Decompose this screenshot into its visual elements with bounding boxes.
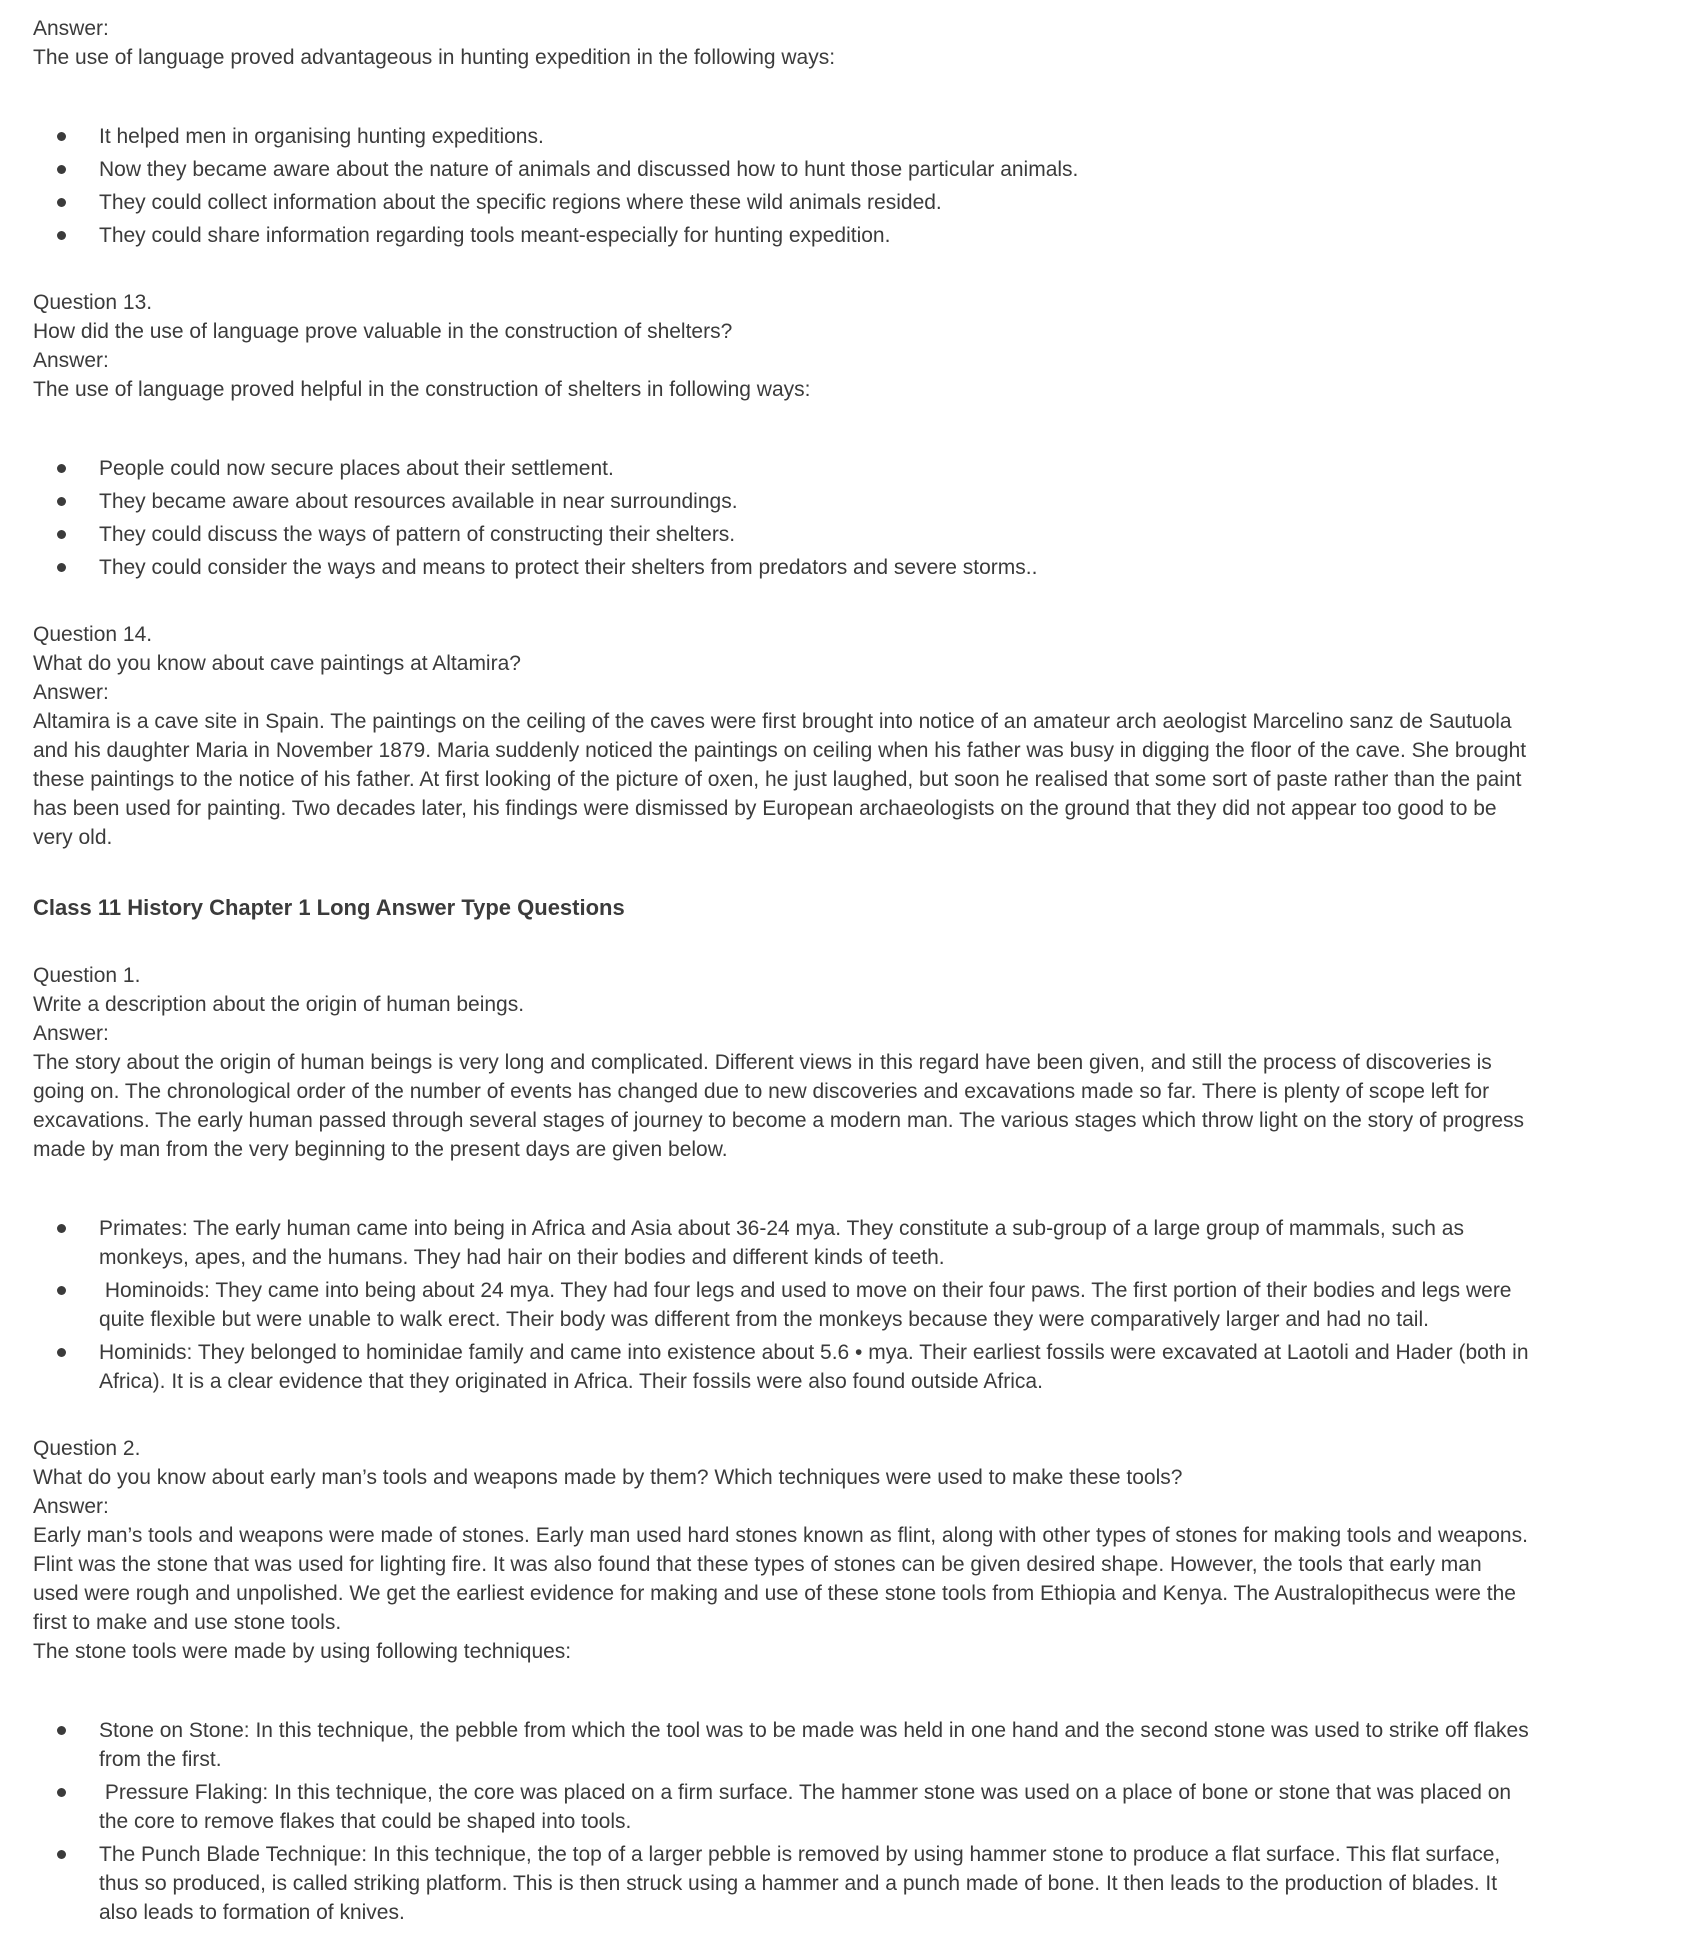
question-14-section <box>33 620 1530 852</box>
list-item <box>33 553 1530 582</box>
question-2-section <box>33 1434 1530 1666</box>
answer-paragraph: Early man’s tools and weapons were made of stones. Early man used hard stones known as flint, along with other types of stones for making tools and weapons. Flint was the stone that was used for lighting fire. It was also found that these types of stones can be given desired shape. However, the tools that early man used were rough and unpolished. We get the earliest evidence for making and use of these stone tools from Ethiopia and Kenya. The Australopithecus were the first to make and use stone tools. <box>33 1524 1528 1634</box>
answer-techniques-intro: The stone tools were made by using following techniques: <box>33 1640 572 1663</box>
answer-label: Answer: <box>33 1022 109 1045</box>
list-item <box>33 520 1530 549</box>
list-item-text: Now they became aware about the nature of animals and discussed how to hunt those particular animals. <box>99 158 1079 181</box>
q1-bullet-list <box>33 1214 1534 1396</box>
answer-paragraph: The story about the origin of human beings is very long and complicated. Different views in this regard have been given, and still the process of discoveries is going on. The chronological order of the number of events has changed due to new discoveries and excavations made so far. There is plenty of scope left for excavations. The early human passed through several stages of journey to become a modern man. The various stages which throw light on the story of progress made by man from the very beginning to the present days are given below. <box>33 1051 1525 1161</box>
question-text: How did the use of language prove valuable in the construction of shelters? <box>33 320 733 343</box>
list-item <box>33 487 1530 516</box>
list-item <box>33 122 1530 151</box>
question-13-section <box>33 288 1530 404</box>
question-text: What do you know about early man’s tools and weapons made by them? Which techniques were used to make these tools? <box>33 1466 1183 1489</box>
list-item-text: They could collect information about the specific regions where these wild animals resided. <box>99 191 942 214</box>
q12-bullet-list <box>33 122 1530 250</box>
question-number: Question 14. <box>33 623 153 646</box>
question-text: What do you know about cave paintings at Altamira? <box>33 652 521 675</box>
list-item <box>33 1276 1530 1334</box>
list-item-text: They became aware about resources available in near surroundings. <box>99 490 738 513</box>
question-1-section <box>33 961 1530 1164</box>
answer-intro: The use of language proved helpful in the construction of shelters in following ways: <box>33 378 811 401</box>
list-item-text: People could now secure places about their settlement. <box>99 457 614 480</box>
q2-bullet-list <box>33 1716 1535 1927</box>
answer-paragraph: Altamira is a cave site in Spain. The paintings on the ceiling of the caves were first brought into notice of an amateur arch aeologist Marcelino sanz de Sautuola and his daughter Maria in November 1879. Maria suddenly noticed the paintings on ceiling when his father was busy in digging the floor of the cave. She brought these paintings to the notice of his father. At first looking of the picture of oxen, he just laughed, but soon he realised that some sort of paste rather than the paint has been used for painting. Two decades later, his findings were dismissed by European archaeologists on the ground that they did not appear too good to be very old. <box>33 710 1527 849</box>
list-item-text: Primates: The early human came into being in Africa and Asia about 36-24 mya. They constitute a sub-group of a large group of mammals, such as monkeys, apes, and the humans. They had hair on their bodies and different kinds of teeth. <box>99 1217 1470 1269</box>
list-item <box>33 1778 1530 1836</box>
list-item <box>33 1840 1530 1927</box>
question-number: Question 1. <box>33 964 141 987</box>
section-heading: Class 11 History Chapter 1 Long Answer Type Questions <box>33 895 625 920</box>
list-item-text: It helped men in organising hunting expeditions. <box>99 125 544 148</box>
list-item <box>33 1716 1535 1774</box>
list-item-text: They could discuss the ways of pattern of constructing their shelters. <box>99 523 736 546</box>
q12-answer-section <box>33 14 1530 72</box>
answer-label: Answer: <box>33 1495 109 1518</box>
list-item <box>33 221 1530 250</box>
list-item <box>33 1338 1534 1396</box>
list-item <box>33 155 1530 184</box>
question-text: Write a description about the origin of human beings. <box>33 993 525 1016</box>
list-item-text: The Punch Blade Technique: In this technique, the top of a larger pebble is removed by using hammer stone to produce a flat surface. This flat surface, thus so produced, is called striking platform. This is then struck using a hammer and a punch made of bone. It then leads to the production of blades. It also leads to formation of knives. <box>99 1843 1507 1924</box>
list-item <box>33 454 1530 483</box>
list-item <box>33 188 1530 217</box>
answer-label: Answer: <box>33 349 109 372</box>
list-item-text: They could share information regarding tools meant-especially for hunting expedition. <box>99 224 891 247</box>
list-item <box>33 1214 1530 1272</box>
list-item-text: Hominids: They belonged to hominidae family and came into existence about 5.6 • mya. Their earliest fossils were excavated at Laotoli and Hader (both in Africa). It is a clear evidence that they originated in Africa. Their fossils were also found outside Africa. <box>99 1341 1534 1393</box>
list-item-text: Stone on Stone: In this technique, the pebble from which the tool was to be made was held in one hand and the second stone was used to strike off flakes from the first. <box>99 1719 1535 1771</box>
list-item-text: Pressure Flaking: In this technique, the core was placed on a firm surface. The hammer stone was used on a place of bone or stone that was placed on the core to remove flakes that could be shaped into tools. <box>99 1781 1517 1833</box>
answer-label: Answer: <box>33 681 109 704</box>
list-item-text: They could consider the ways and means to protect their shelters from predators and severe storms.. <box>99 556 1038 579</box>
list-item-text: Hominoids: They came into being about 24 mya. They had four legs and used to move on their four paws. The first portion of their bodies and legs were quite flexible but were unable to walk erect. Their body was different from the monkeys because they were comparatively larger and had no tail. <box>99 1279 1518 1331</box>
answer-label: Answer: <box>33 17 109 40</box>
question-number: Question 13. <box>33 291 153 314</box>
answer-intro: The use of language proved advantageous in hunting expedition in the following ways: <box>33 46 836 69</box>
q13-bullet-list <box>33 454 1530 582</box>
question-number: Question 2. <box>33 1437 141 1460</box>
